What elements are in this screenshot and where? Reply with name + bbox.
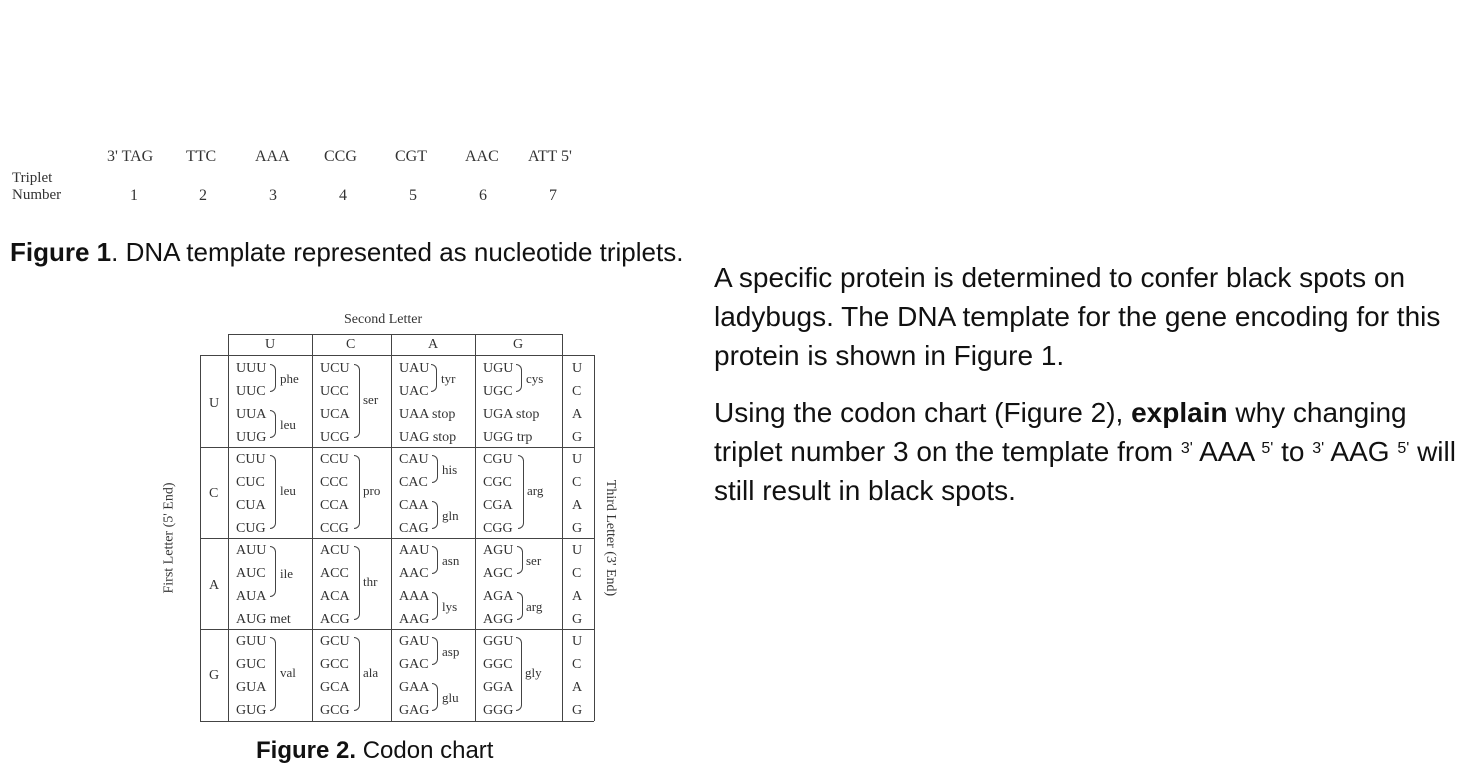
triplet-row-label-1: Triplet bbox=[12, 170, 53, 186]
aa-cys: cys bbox=[526, 371, 544, 386]
bracket-pro bbox=[354, 455, 360, 529]
codon-uga: UGA stop bbox=[483, 407, 540, 422]
aa-arg-1: arg bbox=[527, 483, 544, 498]
codon-new: AAG bbox=[1324, 436, 1398, 467]
bracket-leu-2 bbox=[270, 455, 276, 529]
grid-line-row-3 bbox=[200, 629, 594, 630]
grid-line-header bbox=[200, 355, 594, 356]
codon-auu: AUU bbox=[236, 543, 267, 558]
codon-cua: CUA bbox=[236, 498, 266, 513]
codon-cau: CAU bbox=[399, 452, 429, 467]
grid-line-col-2 bbox=[391, 334, 392, 721]
codon-uca: UCA bbox=[320, 407, 350, 422]
codon-gug: GUG bbox=[236, 703, 267, 718]
second-letter-title: Second Letter bbox=[344, 312, 423, 327]
triplet-number-6: 6 bbox=[479, 187, 487, 204]
codon-cac: CAC bbox=[399, 475, 428, 490]
codon-uac: UAC bbox=[399, 384, 429, 399]
triplet-number-2: 2 bbox=[199, 187, 207, 204]
third-letter-g-1: G bbox=[572, 430, 583, 445]
bracket-glu bbox=[432, 683, 438, 711]
codon-aag: AAG bbox=[399, 612, 430, 627]
codon-gcu: GCU bbox=[320, 634, 350, 649]
codon-uau: UAU bbox=[399, 361, 430, 376]
codon-old: AAA bbox=[1192, 436, 1262, 467]
grid-line-top bbox=[228, 334, 562, 335]
triplet-seq-3: AAA bbox=[255, 148, 290, 165]
codon-acc: ACC bbox=[320, 566, 349, 581]
codon-ugc: UGC bbox=[483, 384, 513, 399]
third-letter-u-3: U bbox=[572, 543, 583, 558]
codon-cuc: CUC bbox=[236, 475, 265, 490]
third-letter-a-3: A bbox=[572, 589, 583, 604]
codon-auc: AUC bbox=[236, 566, 266, 581]
question-p2-start: Using the codon chart (Figure 2), bbox=[714, 397, 1132, 428]
aa-ser-2: ser bbox=[526, 553, 542, 568]
first-letter-a: A bbox=[209, 578, 220, 593]
question-explain-bold: explain bbox=[1131, 397, 1228, 428]
bracket-tyr bbox=[431, 364, 437, 392]
third-letter-u-2: U bbox=[572, 452, 583, 467]
codon-aga: AGA bbox=[483, 589, 514, 604]
triplet-number-3: 3 bbox=[269, 187, 277, 204]
codon-caa: CAA bbox=[399, 498, 429, 513]
codon-ggu: GGU bbox=[483, 634, 514, 649]
triplet-seq-4: CCG bbox=[324, 148, 357, 165]
first-letter-c: C bbox=[209, 486, 219, 501]
codon-ggc: GGC bbox=[483, 657, 513, 672]
triplet-number-5: 5 bbox=[409, 187, 417, 204]
third-letter-g-2: G bbox=[572, 521, 583, 536]
codon-acg: ACG bbox=[320, 612, 350, 627]
codon-agu: AGU bbox=[483, 543, 514, 558]
third-letter-c-1: C bbox=[572, 384, 582, 399]
grid-line-row-1 bbox=[200, 447, 594, 448]
codon-ucc: UCC bbox=[320, 384, 349, 399]
question-paragraph-2 bbox=[714, 393, 1459, 510]
codon-cag: CAG bbox=[399, 521, 429, 536]
codon-gau: GAU bbox=[399, 634, 430, 649]
aa-thr: thr bbox=[363, 574, 378, 589]
aa-phe: phe bbox=[280, 371, 299, 386]
grid-line-col-4 bbox=[562, 334, 563, 721]
codon-gua: GUA bbox=[236, 680, 267, 695]
second-letter-g: G bbox=[513, 337, 524, 352]
dna-template-triplets bbox=[0, 140, 680, 220]
codon-aac: AAC bbox=[399, 566, 429, 581]
codon-ugg: UGG trp bbox=[483, 430, 533, 445]
codon-cgu: CGU bbox=[483, 452, 513, 467]
aa-gln: gln bbox=[442, 508, 459, 523]
aa-tyr: tyr bbox=[441, 371, 456, 386]
bracket-arg-1 bbox=[518, 455, 524, 529]
codon-uag: UAG stop bbox=[399, 430, 457, 445]
second-letter-u: U bbox=[265, 337, 276, 352]
codon-gcc: GCC bbox=[320, 657, 349, 672]
bracket-ser-2 bbox=[517, 546, 523, 574]
sup-3-prime-b: 3' bbox=[1312, 440, 1325, 457]
codon-cgc: CGC bbox=[483, 475, 512, 490]
aa-val: val bbox=[280, 665, 296, 680]
figure-2-text: Codon chart bbox=[356, 737, 494, 764]
aa-gly: gly bbox=[525, 665, 542, 680]
bracket-gln bbox=[432, 501, 438, 529]
codon-gca: GCA bbox=[320, 680, 350, 695]
aa-asn: asn bbox=[442, 553, 460, 568]
codon-aau: AAU bbox=[399, 543, 430, 558]
codon-agg: AGG bbox=[483, 612, 514, 627]
codon-aca: ACA bbox=[320, 589, 350, 604]
codon-aua: AUA bbox=[236, 589, 267, 604]
triplet-seq-7: ATT 5' bbox=[528, 148, 572, 165]
bracket-gly bbox=[516, 637, 522, 711]
triplet-number-7: 7 bbox=[549, 187, 557, 204]
grid-line-col-0 bbox=[228, 334, 229, 721]
figure-1-text: . DNA template represented as nucleotide triplets. bbox=[111, 237, 684, 267]
third-letter-c-2: C bbox=[572, 475, 582, 490]
grid-line-row-2 bbox=[200, 538, 594, 539]
codon-uug: UUG bbox=[236, 430, 267, 445]
aa-glu: glu bbox=[442, 690, 459, 705]
aa-arg-2: arg bbox=[526, 599, 543, 614]
bracket-val bbox=[270, 637, 276, 711]
figure-1-label: Figure 1 bbox=[10, 237, 112, 267]
triplet-row-label-2: Number bbox=[12, 187, 62, 203]
codon-gaa: GAA bbox=[399, 680, 430, 695]
first-letter-title: First Letter (5' End) bbox=[161, 482, 177, 594]
codon-uuu: UUU bbox=[236, 361, 267, 376]
bracket-asn bbox=[432, 546, 438, 574]
codon-gag: GAG bbox=[399, 703, 430, 718]
third-letter-c-3: C bbox=[572, 566, 582, 581]
third-letter-c-4: C bbox=[572, 657, 582, 672]
third-letter-g-3: G bbox=[572, 612, 583, 627]
word-to: to bbox=[1273, 436, 1313, 467]
third-letter-u-4: U bbox=[572, 634, 583, 649]
third-letter-g-4: G bbox=[572, 703, 583, 718]
bracket-arg-2 bbox=[517, 592, 523, 620]
third-letter-a-2: A bbox=[572, 498, 583, 513]
bracket-phe bbox=[270, 364, 276, 392]
bracket-his bbox=[432, 455, 438, 483]
aa-pro: pro bbox=[363, 483, 381, 498]
triplet-seq-1: 3' TAG bbox=[107, 148, 154, 165]
figure-1-caption bbox=[10, 236, 690, 268]
codon-aaa: AAA bbox=[399, 589, 430, 604]
grid-line-col-3 bbox=[475, 334, 476, 721]
grid-line-col-1 bbox=[312, 334, 313, 721]
codon-uua: UUA bbox=[236, 407, 267, 422]
codon-ggg: GGG bbox=[483, 703, 514, 718]
codon-uaa: UAA stop bbox=[399, 407, 456, 422]
codon-ugu: UGU bbox=[483, 361, 514, 376]
codon-ucg: UCG bbox=[320, 430, 350, 445]
codon-gac: GAC bbox=[399, 657, 429, 672]
codon-cuu: CUU bbox=[236, 452, 266, 467]
codon-ccu: CCU bbox=[320, 452, 349, 467]
triplet-number-4: 4 bbox=[339, 187, 347, 204]
triplet-seq-6: AAC bbox=[465, 148, 499, 165]
aa-leu-2: leu bbox=[280, 483, 296, 498]
third-letter-title: Third Letter (3' End) bbox=[603, 479, 619, 597]
grid-line-bottom bbox=[200, 721, 594, 722]
aa-leu-1: leu bbox=[280, 417, 296, 432]
second-letter-a: A bbox=[428, 337, 439, 352]
codon-acu: ACU bbox=[320, 543, 350, 558]
codon-cca: CCA bbox=[320, 498, 349, 513]
bracket-thr bbox=[354, 546, 360, 620]
aa-ala: ala bbox=[363, 665, 379, 680]
first-letter-g: G bbox=[209, 668, 220, 683]
codon-cug: CUG bbox=[236, 521, 266, 536]
figure-2-caption bbox=[256, 737, 493, 765]
question-p2-end: will still result in black spots. bbox=[714, 436, 1456, 506]
third-letter-a-1: A bbox=[572, 407, 583, 422]
triplet-number-1: 1 bbox=[130, 187, 138, 204]
question-p2-mid: why changing triplet number 3 on the template from bbox=[714, 397, 1407, 467]
codon-cga: CGA bbox=[483, 498, 513, 513]
aa-ser-1: ser bbox=[363, 392, 379, 407]
codon-gcg: GCG bbox=[320, 703, 350, 718]
codon-ccg: CCG bbox=[320, 521, 349, 536]
grid-line-right bbox=[594, 355, 595, 721]
sup-5-prime-a: 5' bbox=[1261, 440, 1274, 457]
grid-line-left bbox=[200, 355, 201, 721]
question-text bbox=[714, 258, 1459, 528]
codon-agc: AGC bbox=[483, 566, 513, 581]
bracket-ser-1 bbox=[354, 364, 360, 438]
codon-ccc: CCC bbox=[320, 475, 349, 490]
sup-3-prime-a: 3' bbox=[1180, 440, 1193, 457]
aa-asp: asp bbox=[442, 644, 460, 659]
aa-his: his bbox=[442, 462, 458, 477]
third-letter-u-1: U bbox=[572, 361, 583, 376]
figure-2-label: Figure 2. bbox=[256, 737, 357, 764]
codon-gga: GGA bbox=[483, 680, 514, 695]
second-letter-c: C bbox=[346, 337, 356, 352]
bracket-ala bbox=[354, 637, 360, 711]
triplet-seq-5: CGT bbox=[395, 148, 427, 165]
codon-aug: AUG met bbox=[236, 612, 291, 627]
codon-chart bbox=[161, 310, 630, 730]
bracket-leu-1 bbox=[270, 410, 276, 438]
question-paragraph-1: A specific protein is determined to confer black spots on ladybugs. The DNA template for the gene encoding for this protein is shown in Figure 1. bbox=[714, 262, 1441, 371]
third-letter-a-4: A bbox=[572, 680, 583, 695]
codon-guu: GUU bbox=[236, 634, 267, 649]
codon-ucu: UCU bbox=[320, 361, 350, 376]
aa-ile: ile bbox=[280, 566, 293, 581]
aa-lys: lys bbox=[442, 599, 458, 614]
bracket-asp bbox=[432, 637, 438, 665]
codon-cgg: CGG bbox=[483, 521, 513, 536]
bracket-ile bbox=[270, 546, 276, 597]
codon-guc: GUC bbox=[236, 657, 266, 672]
first-letter-u: U bbox=[209, 396, 220, 411]
sup-5-prime-b: 5' bbox=[1397, 440, 1410, 457]
bracket-cys bbox=[516, 364, 522, 392]
bracket-lys bbox=[432, 592, 438, 620]
codon-uuc: UUC bbox=[236, 384, 266, 399]
triplet-seq-2: TTC bbox=[186, 148, 217, 165]
